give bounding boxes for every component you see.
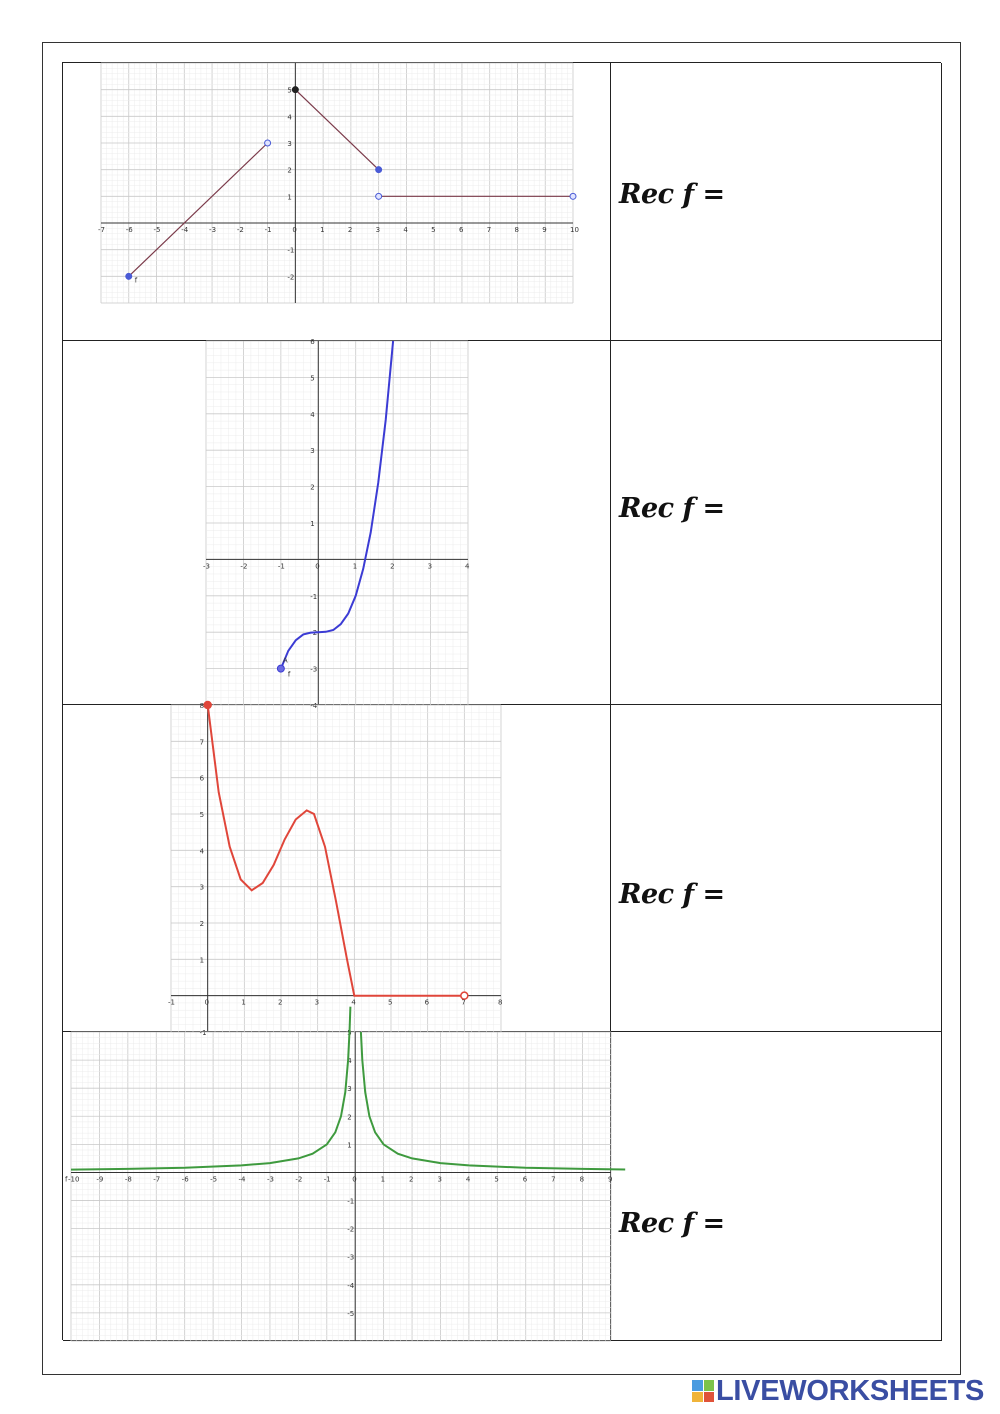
y-tick-label: 5 (347, 1029, 352, 1037)
y-tick-label: 2 (347, 1113, 352, 1122)
worksheet-table (62, 62, 941, 1340)
endpoint-marker (265, 140, 271, 146)
y-tick-label: -2 (310, 629, 318, 638)
x-tick-label: 2 (390, 562, 395, 571)
graph-cell-4 (63, 1029, 613, 1341)
x-tick-label: 3 (375, 226, 381, 234)
x-tick-label: 8 (514, 226, 519, 234)
answer-cell-1[interactable] (611, 63, 942, 341)
graph-cell-3 (63, 702, 611, 1037)
x-tick-label: 5 (431, 226, 436, 234)
x-tick-label: 2 (347, 226, 353, 234)
x-tick-label: 4 (351, 998, 356, 1007)
y-tick-label: 1 (310, 520, 315, 528)
endpoint-marker (570, 193, 576, 199)
y-tick-label: -1 (199, 1029, 207, 1037)
y-tick-label: -5 (347, 1309, 355, 1318)
liveworksheets-logo-icon (692, 1380, 714, 1402)
y-tick-label: 4 (199, 847, 205, 856)
graph-cell-1 (63, 63, 611, 341)
graph-4 (63, 1029, 613, 1341)
y-tick-label: 3 (310, 447, 315, 456)
answer-cell-3[interactable] (611, 705, 942, 1032)
x-tick-label: -7 (153, 1175, 161, 1184)
x-tick-label: -3 (203, 562, 210, 571)
x-tick-label: -1 (168, 998, 175, 1007)
x-tick-label: 6 (522, 1175, 528, 1184)
x-tick-label: -4 (238, 1175, 246, 1184)
y-tick-label: 4 (287, 113, 292, 122)
endpoint-marker (204, 702, 211, 709)
x-tick-label: 5 (388, 998, 393, 1007)
answer-cell-4[interactable] (611, 1032, 942, 1341)
x-tick-label: 0 (352, 1175, 357, 1184)
x-tick-label: -6 (181, 1175, 189, 1184)
x-tick-label: 3 (314, 998, 320, 1007)
y-tick-label: 4 (347, 1057, 352, 1066)
x-tick-label: -3 (266, 1175, 274, 1184)
point-label: f (134, 276, 138, 285)
x-tick-label: -1 (264, 226, 272, 234)
x-tick-label: 4 (403, 226, 408, 234)
x-tick-label: 6 (424, 998, 430, 1007)
x-tick-label: 8 (498, 998, 503, 1007)
x-tick-label: 1 (320, 226, 325, 234)
x-tick-label: 4 (465, 562, 470, 571)
y-tick-label: 3 (199, 883, 205, 892)
x-tick-label: 6 (458, 226, 464, 234)
x-tick-label: -2 (295, 1175, 303, 1184)
y-tick-label: 1 (199, 956, 205, 965)
x-tick-label: 3 (427, 562, 433, 571)
y-tick-label: 8 (199, 702, 205, 710)
x-tick-label: 9 (608, 1175, 613, 1184)
point-A-marker (277, 665, 284, 672)
graph-segment (295, 90, 378, 170)
endpoint-marker (376, 167, 382, 173)
brand-logo[interactable] (692, 1376, 984, 1406)
point-label: f (65, 1175, 68, 1184)
x-tick-label: 7 (461, 998, 466, 1007)
endpoint-marker (292, 87, 298, 93)
x-tick-label: 7 (551, 1175, 556, 1184)
x-tick-label: 8 (579, 1175, 585, 1184)
x-tick-label: -10 (68, 1175, 80, 1184)
graph-segment (129, 143, 268, 276)
y-tick-label: -2 (287, 273, 295, 282)
x-tick-label: 1 (352, 562, 358, 571)
y-tick-label: 2 (310, 483, 315, 492)
x-tick-label: -9 (96, 1175, 104, 1184)
answer-label: Rec f = (619, 879, 725, 910)
graph-cell-2 (63, 338, 611, 710)
endpoint-marker (376, 193, 382, 199)
logo-square (704, 1392, 715, 1403)
y-tick-label: -4 (347, 1281, 355, 1290)
y-tick-label: 2 (287, 166, 292, 175)
x-tick-label: -2 (236, 226, 244, 234)
y-tick-label: -1 (347, 1197, 355, 1206)
y-tick-label: 6 (310, 338, 315, 346)
x-tick-label: 1 (241, 998, 246, 1007)
y-tick-label: -2 (347, 1225, 355, 1234)
endpoint-marker (461, 992, 468, 999)
graph-curve (281, 341, 393, 669)
graph-3 (63, 702, 611, 1037)
logo-square (692, 1380, 703, 1391)
logo-square (704, 1380, 715, 1391)
graph-2 (63, 338, 611, 710)
y-tick-label: -3 (310, 665, 318, 674)
x-tick-label: 10 (570, 226, 579, 234)
x-tick-label: 0 (204, 998, 210, 1007)
x-tick-label: 9 (542, 226, 547, 234)
x-tick-label: 0 (292, 226, 297, 234)
x-tick-label: -6 (125, 226, 133, 234)
x-tick-label: 3 (437, 1175, 442, 1184)
point-label: A (282, 656, 288, 665)
x-tick-label: 0 (315, 562, 320, 571)
y-tick-label: 3 (287, 140, 292, 148)
answer-cell-2[interactable] (611, 341, 942, 705)
x-tick-label: -7 (98, 226, 105, 234)
endpoint-marker (126, 273, 132, 279)
y-tick-label: 7 (199, 738, 205, 747)
y-tick-label: 4 (310, 410, 315, 419)
y-tick-label: 5 (287, 86, 292, 95)
y-tick-label: 6 (199, 774, 205, 783)
answer-label: Rec f = (619, 179, 725, 210)
x-tick-label: -2 (240, 562, 248, 571)
y-tick-label: 2 (199, 920, 205, 928)
x-tick-label: -1 (323, 1175, 331, 1184)
x-tick-label: -4 (181, 226, 189, 234)
y-tick-label: -1 (287, 246, 295, 255)
x-tick-label: -5 (210, 1175, 218, 1184)
x-tick-label: 2 (409, 1175, 414, 1184)
x-tick-label: 2 (278, 998, 283, 1007)
y-tick-label: 3 (347, 1085, 352, 1094)
answer-label: Rec f = (619, 493, 725, 524)
y-tick-label: 1 (347, 1141, 352, 1150)
y-tick-label: 5 (199, 811, 205, 819)
brand-name: LIVEWORKSHEETS (716, 1374, 985, 1407)
x-tick-label: -8 (124, 1175, 132, 1184)
y-tick-label: 5 (310, 374, 315, 383)
x-tick-label: 7 (486, 226, 492, 234)
y-tick-label: 1 (287, 193, 292, 202)
x-tick-label: 1 (380, 1175, 386, 1184)
y-tick-label: -4 (310, 702, 318, 710)
answer-label: Rec f = (619, 1208, 725, 1239)
x-tick-label: 4 (465, 1175, 471, 1184)
point-label: f (287, 670, 291, 679)
y-tick-label: -3 (347, 1253, 355, 1262)
y-tick-label: -1 (310, 592, 318, 601)
x-tick-label: -1 (277, 562, 285, 571)
x-tick-label: 5 (494, 1175, 499, 1184)
graph-1 (63, 63, 611, 341)
logo-square (692, 1392, 703, 1403)
x-tick-label: -5 (153, 226, 161, 234)
x-tick-label: -3 (209, 226, 217, 234)
